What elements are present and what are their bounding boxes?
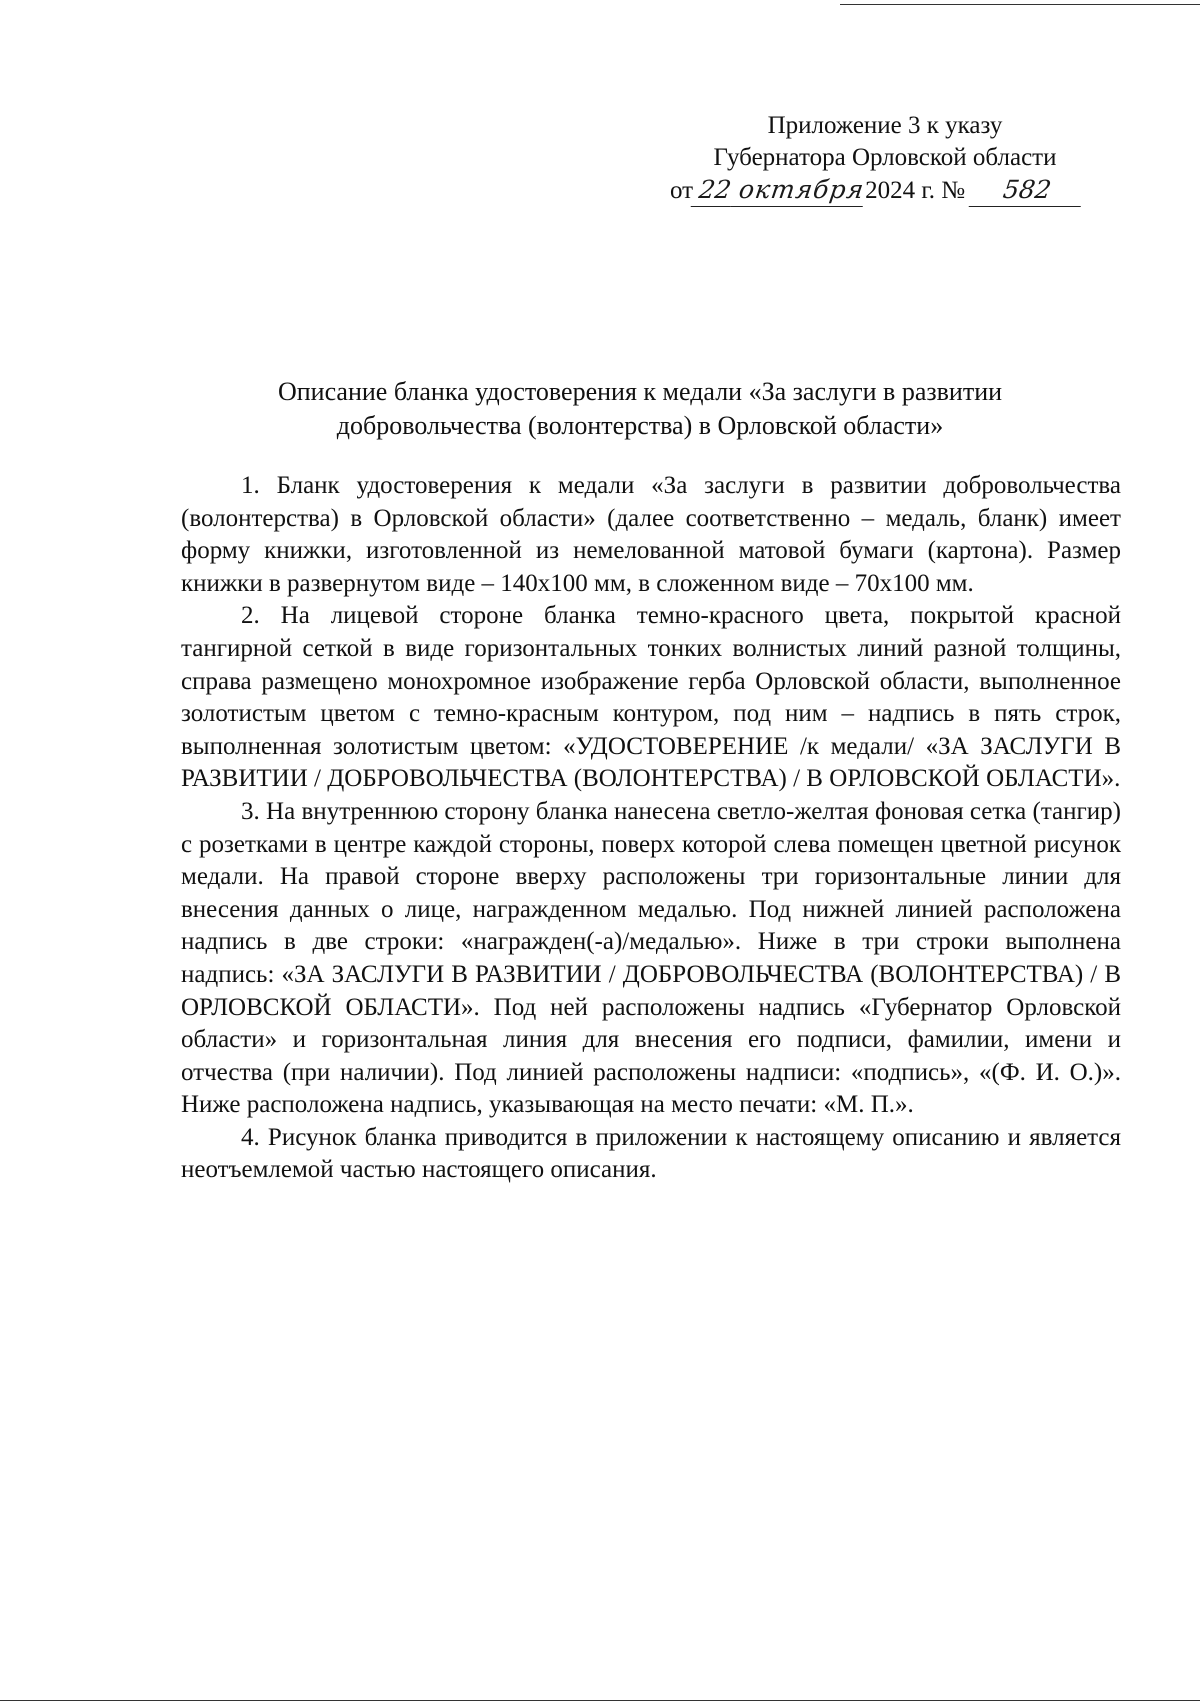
- appendix-header: [660, 110, 1110, 207]
- paragraph-4: 4. Рисунок бланка приводится в приложении к настоящему описанию и является неотъемлемой частью настоящего описания.: [181, 1123, 1121, 1184]
- scan-edge-line-bottom: [0, 1700, 1200, 1701]
- paragraph-3: 3. На внутреннюю сторону бланка нанесена светло-желтая фоновая сетка (тангир) с розетками в центре каждой стороны, поверх которой слева помещен цветной рисунок медали. На правой стороне вверху расположены три горизонтальные линии для внесения данных о лице, награжденном медалью. Под нижней линией расположена надпись в две строки: «награжден(-а)/медалью». Ниже в три строки выполнена надпись: «ЗА ЗАСЛУГИ В РАЗВИТИИ / ДОБРОВОЛЬЧЕСТВА (ВОЛОНТЕРСТВА) / В ОРЛОВСКОЙ ОБЛАСТИ». Под ней расположены надпись «Губернатор Орловской области» и горизонтальная линия для внесения его подписи, фамилии, имени и отчества (при наличии). Под линией расположены надписи: «подпись», «(Ф. И. О.)». Ниже расположена надпись, указывающая на место печати: «М. П.».: [181, 797, 1121, 1119]
- title-line-2: добровольчества (волонтерства) в Орловской области»: [336, 411, 944, 440]
- scan-edge-line-top: [840, 4, 1200, 5]
- appendix-line-2: Губернатора Орловской области: [713, 144, 1057, 171]
- paragraph-1: 1. Бланк удостоверения к медали «За заслуги в развитии добровольчества (волонтерства) в Орловской области» (далее соответственно – медаль, бланк) имеет форму книжки, изготовленной из немелованной матовой бумаги (картона). Размер книжки в развернутом виде – 140x100 мм, в сложенном виде – 70x100 мм.: [181, 472, 1121, 597]
- paragraph-2: 2. На лицевой стороне бланка темно-красного цвета, покрытой красной тангирной сеткой в виде горизонтальных тонких волнистых линий разной толщины, справа размещено монохромное изображение герба Орловской области, выполненное золотистым цветом с темно-красным контуром, под ним – надпись в пять строк, выполненная золотистым цветом: «УДОСТОВЕРЕНИЕ /к медали/ «ЗА ЗАСЛУГИ В РАЗВИТИИ / ДОБРОВОЛЬЧЕСТВА (ВОЛОНТЕРСТВА) / В ОРЛОВСКОЙ ОБЛАСТИ».: [181, 602, 1121, 793]
- document-title: [200, 375, 1080, 443]
- title-line-1: Описание бланка удостоверения к медали «За заслуги в развитии: [277, 377, 1003, 406]
- document-body: [181, 470, 1121, 1187]
- handwritten-month: октября: [731, 174, 868, 207]
- decree-date-line: [670, 174, 1110, 207]
- date-prefix: от: [670, 177, 694, 204]
- date-year: 2024 г. №: [865, 177, 966, 204]
- appendix-line-1: Приложение 3 к указу: [767, 112, 1003, 139]
- handwritten-day: 22: [691, 174, 736, 207]
- handwritten-decree-number: 582: [969, 174, 1086, 207]
